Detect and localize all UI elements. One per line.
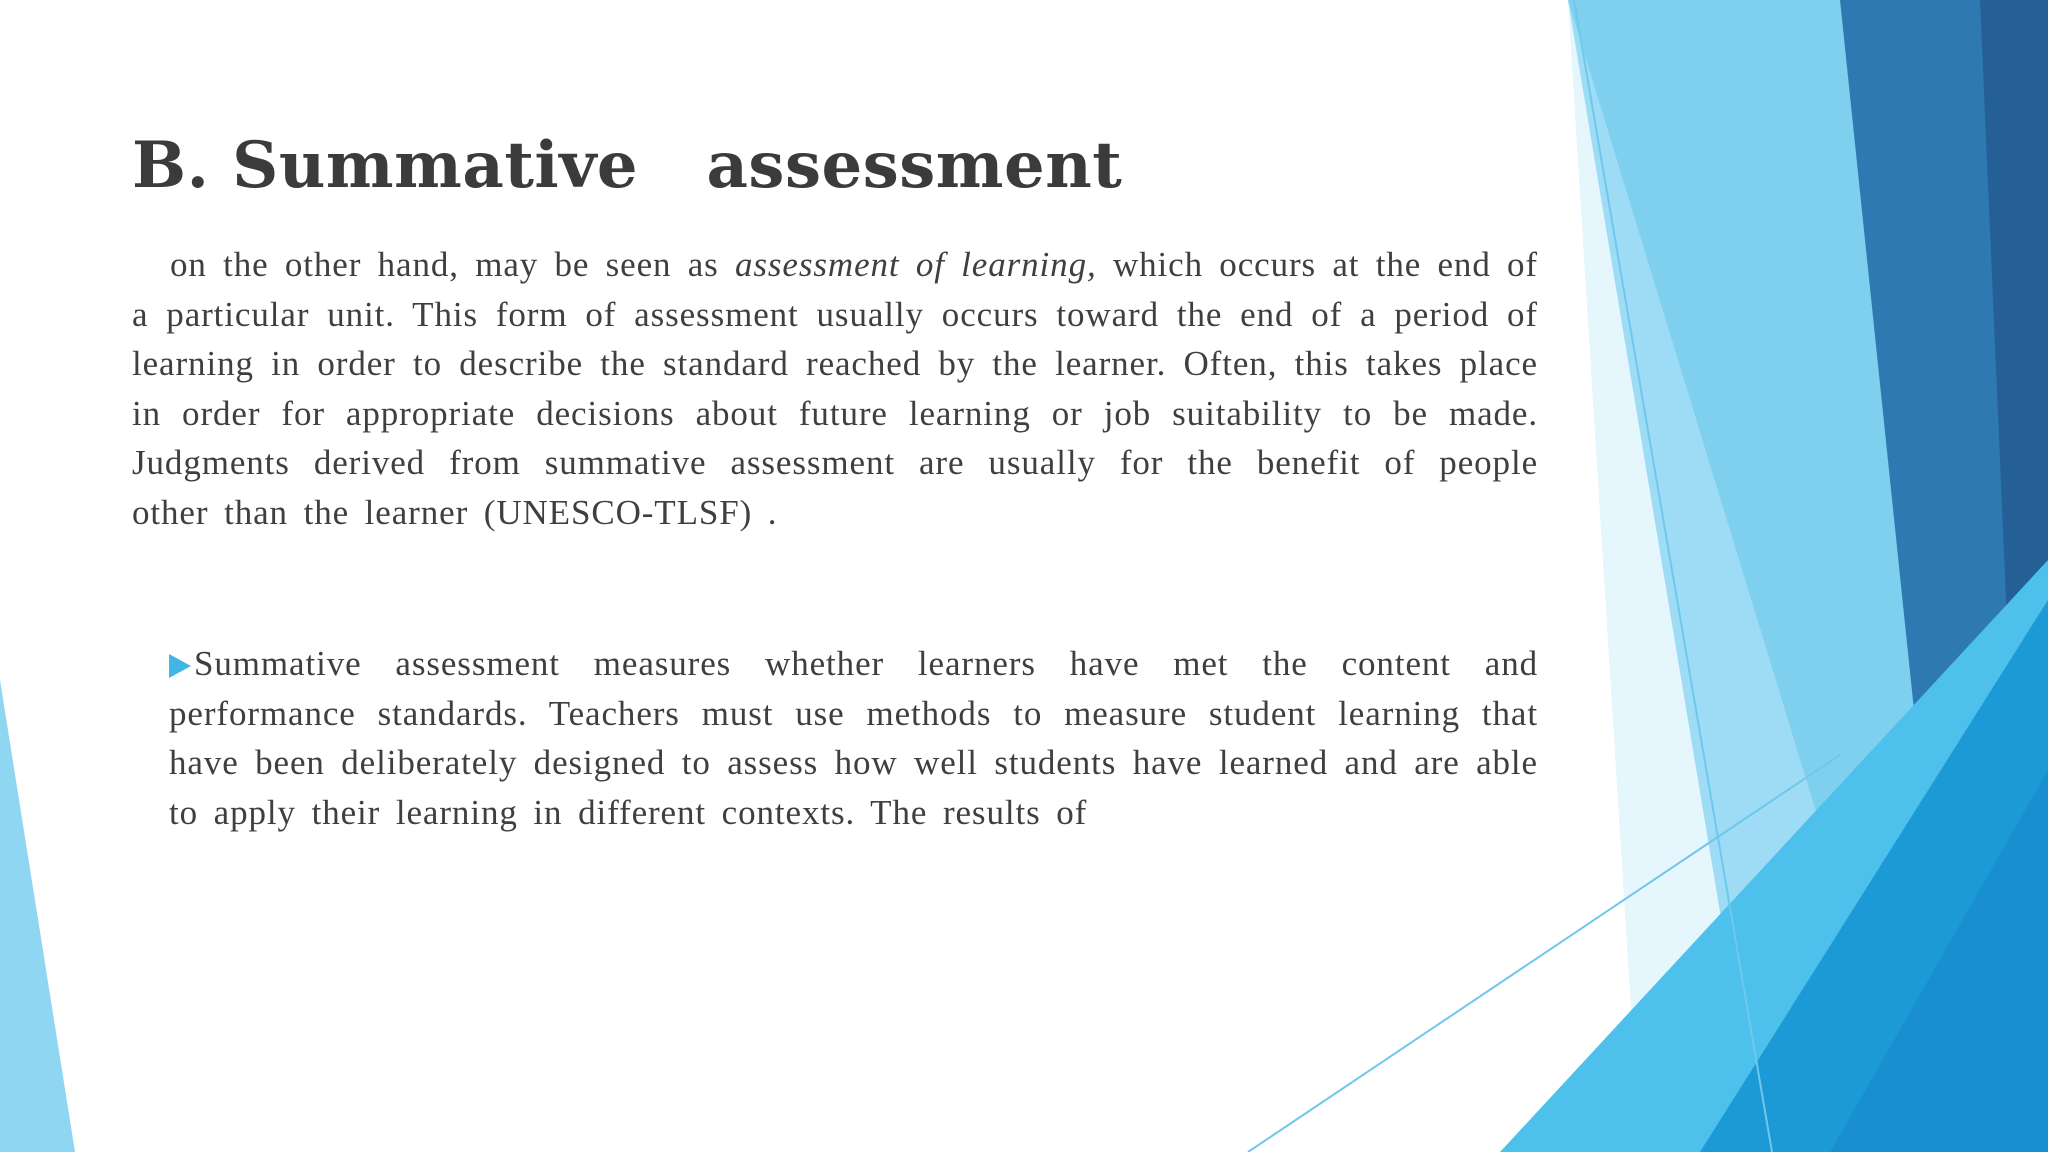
triangle-bullet-icon [169, 654, 191, 678]
paragraph-text-italic: assessment of learning, [734, 245, 1097, 284]
bullet-item [169, 639, 1538, 837]
left-edge-triangle [0, 680, 75, 1152]
bullet-text: Summative assessment measures whether learners have met the content and performance standards. Teachers must use methods to measure student learning that have been deliberately designed to assess how well students have learned and are able to apply their learning in different contexts. The results of [169, 644, 1538, 832]
paragraph-text-lead: on the other hand, may be seen as [170, 245, 735, 284]
slide-title: B. Summative assessment [132, 128, 1123, 203]
body-paragraph [132, 240, 1538, 538]
paragraph-text-rest: which occurs at the end of a particular unit. This form of assessment usually occurs toward the end of a period of learning in order to describe the standard reached by the learner. Often, this takes place in order for appropriate decisions about future learning or job suitability to be made. Judgments derived from summative assessment are usually for the benefit of people other than the learner (UNESCO-TLSF) . [132, 245, 1538, 532]
